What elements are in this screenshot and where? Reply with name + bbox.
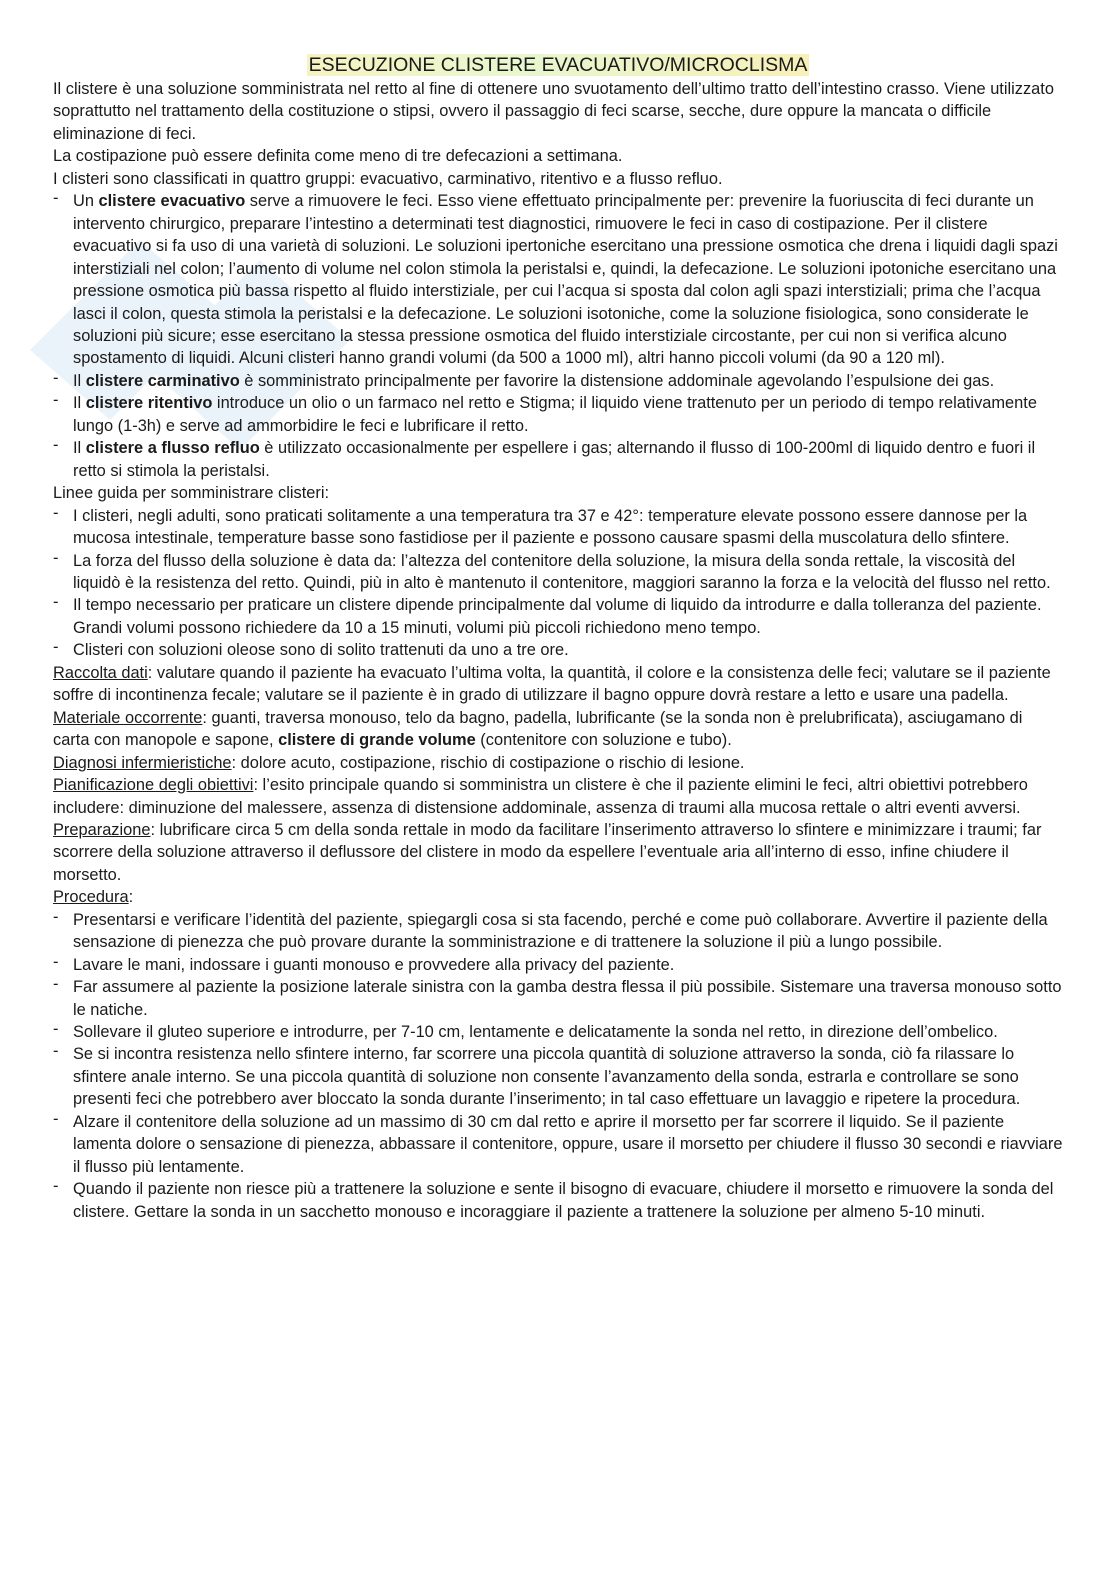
list-item: - Clisteri con soluzioni oleose sono di solito trattenuti da uno a tre ore.: [53, 639, 1063, 661]
list-item: - Far assumere al paziente la posizione laterale sinistra con la gamba destra flessa il più possibile. Sistemare una traversa monouso sotto le natiche.: [53, 976, 1063, 1021]
guidelines-list: [53, 505, 1063, 662]
enema-types-list: [53, 190, 1063, 482]
document-page: [53, 52, 1063, 1223]
list-item-carminativo: - Il clistere carminativo è somministrato principalmente per favorire la distensione addominale agevolando l’espulsione dei gas.: [53, 370, 1063, 392]
section-preparazione: Preparazione: lubrificare circa 5 cm della sonda rettale in modo da facilitare l’inserimento attraverso lo sfintere e minimizzare i traumi; far scorrere della soluzione attraverso il deflussore del clistere in modo da espellere l’eventuale aria all’interno di esso, infine chiudere il morsetto.: [53, 820, 1042, 884]
list-item: - La forza del flusso della soluzione è data da: l’altezza del contenitore della soluzione, la misura della sonda rettale, la viscosità del liquidò è la resistenza del retto. Quindi, più in alto è mantenuto il contenitore, maggiori saranno la forza e la velocità del flusso nel retto.: [53, 550, 1063, 595]
list-item: - I clisteri, negli adulti, sono praticati solitamente a una temperatura tra 37 e 42°: temperature elevate possono essere dannose per la mucosa intestinale, temperature basse sono fastidiose per il paziente e possono causare spasmi della muscolatura dello sfintere.: [53, 505, 1063, 550]
section-procedura: Procedura:: [53, 888, 134, 907]
list-item: - Se si incontra resistenza nello sfintere interno, far scorrere una piccola quantità di soluzione attraverso la sonda, ciò fa rilassare lo sfintere anale interno. Se una piccola quantità di soluzione non consente l’avanzamento della sonda, estrarla e controllare se sono presenti feci che potrebbero aver bloccato la sonda durante l’inserimento; in tal caso effettuare un lavaggio e ripetere la procedura.: [53, 1043, 1063, 1110]
guidelines-heading: Linee guida per somministrare clisteri:: [53, 484, 330, 503]
list-item: - Il tempo necessario per praticare un clistere dipende principalmente dal volume di liquido da introdurre e dalla tolleranza del paziente. Grandi volumi possono richiedere da 10 a 15 minuti, volumi più piccoli richiedono meno tempo.: [53, 594, 1063, 639]
list-item-ritentivo: - Il clistere ritentivo introduce un olio o un farmaco nel retto e Stigma; il liquido viene trattenuto per un periodo di tempo relativamente lungo (1-3h) e serve ad ammorbidire le feci e lubrificare il retto.: [53, 392, 1063, 437]
list-item: - Sollevare il gluteo superiore e introdurre, per 7-10 cm, lentamente e delicatamente la sonda nel retto, in direzione dell’ombelico.: [53, 1021, 1063, 1043]
list-item: - Presentarsi e verificare l’identità del paziente, spiegargli cosa si sta facendo, perché e come può collaborare. Avvertire il paziente della sensazione di pienezza che può provare durante la somministrazione e di trattenere la soluzione il più a lungo possibile.: [53, 909, 1063, 954]
section-diagnosi: Diagnosi infermieristiche: dolore acuto, costipazione, rischio di costipazione o rischio di lesione.: [53, 753, 745, 772]
procedure-steps-list: [53, 909, 1063, 1223]
list-item: - Lavare le mani, indossare i guanti monouso e provvedere alla privacy del paziente.: [53, 954, 1063, 976]
intro-paragraph-2: La costipazione può essere definita come meno di tre defecazioni a settimana.: [53, 147, 623, 166]
list-item-evacuativo: - Un clistere evacuativo serve a rimuovere le feci. Esso viene effettuato principalmente per: prevenire la fuoriuscita di feci durante un intervento chirurgico, preparare l’intestino a determinati test diagnostici, rimuovere le feci in caso di costipazione. Per il clistere evacuativo si fa uso di una varietà di soluzioni. Le soluzioni ipertoniche esercitano una pressione osmotica che drena i liquidi dagli spazi interstiziali nel colon; l’aumento di volume nel colon stimola la peristalsi e, quindi, la defecazione. Le soluzioni ipotoniche esercitano una pressione osmotica più bassa rispetto al fluido interstiziale, per cui l’acqua si sposta dal colon agli spazi interstiziali; prima che l’acqua lasci il colon, questa stimola la peristalsi e la defecazione. Le soluzioni isotoniche, come la soluzione fisiologica, sono considerate le soluzioni più sicure; esse esercitano la stessa pressione osmotica del fluido interstiziale circostante, per cui non si verifica alcuno spostamento di liquidi. Alcuni clisteri hanno grandi volumi (da 500 a 1000 ml), altri hanno piccoli volumi (da 90 a 120 ml).: [53, 190, 1063, 370]
intro-paragraph-3: I clisteri sono classificati in quattro gruppi: evacuativo, carminativo, ritentivo e a flusso refluo.: [53, 169, 723, 188]
page-title: ESECUZIONE CLISTERE EVACUATIVO/MICROCLISMA: [308, 54, 808, 76]
section-materiale-occorrente: Materiale occorrente: guanti, traversa monouso, telo da bagno, padella, lubrificante (se la sonda non è prelubrificata), asciugamano di carta con manopole e sapone, clistere di grande volume (contenitore con soluzione e tubo).: [53, 708, 1023, 750]
list-item-flusso-refluo: - Il clistere a flusso refluo è utilizzato occasionalmente per espellere i gas; alternando il flusso di 100-200ml di liquido dentro e fuori il retto si stimola la peristalsi.: [53, 437, 1063, 482]
section-raccolta-dati: Raccolta dati: valutare quando il paziente ha evacuato l’ultima volta, la quantità, il colore e la consistenza delle feci; valutare se il paziente soffre di incontinenza fecale; valutare se il paziente è in grado di utilizzare il bagno oppure dovrà restare a letto e usare una padella.: [53, 663, 1051, 705]
list-item: - Alzare il contenitore della soluzione ad un massimo di 30 cm dal retto e aprire il morsetto per far scorrere il liquido. Se il paziente lamenta dolore o sensazione di pienezza, abbassare il contenitore, oppure, usare il morsetto per chiudere il flusso 30 secondi e riavviare il flusso più lentamente.: [53, 1111, 1063, 1178]
list-item: - Quando il paziente non riesce più a trattenere la soluzione e sente il bisogno di evacuare, chiudere il morsetto e rimuovere la sonda del clistere. Gettare la sonda in un sacchetto monouso e incoraggiare il paziente a trattenere la soluzione per almeno 5-10 minuti.: [53, 1178, 1063, 1223]
intro-paragraph-1: Il clistere è una soluzione somministrata nel retto al fine di ottenere uno svuotamento dell’ultimo tratto dell’intestino crasso. Viene utilizzato soprattutto nel trattamento della costituzione o stipsi, ovvero il passaggio di feci scarse, secche, dure oppure la mancata o difficile eliminazione di feci.: [53, 80, 1054, 143]
section-pianificazione: Pianificazione degli obiettivi: l’esito principale quando si somministra un clistere è che il paziente elimini le feci, altri obiettivi potrebbero includere: diminuzione del malessere, assenza di distensione addominale, assenza di traumi alla mucosa rettale o altri eventi avversi.: [53, 776, 1028, 817]
